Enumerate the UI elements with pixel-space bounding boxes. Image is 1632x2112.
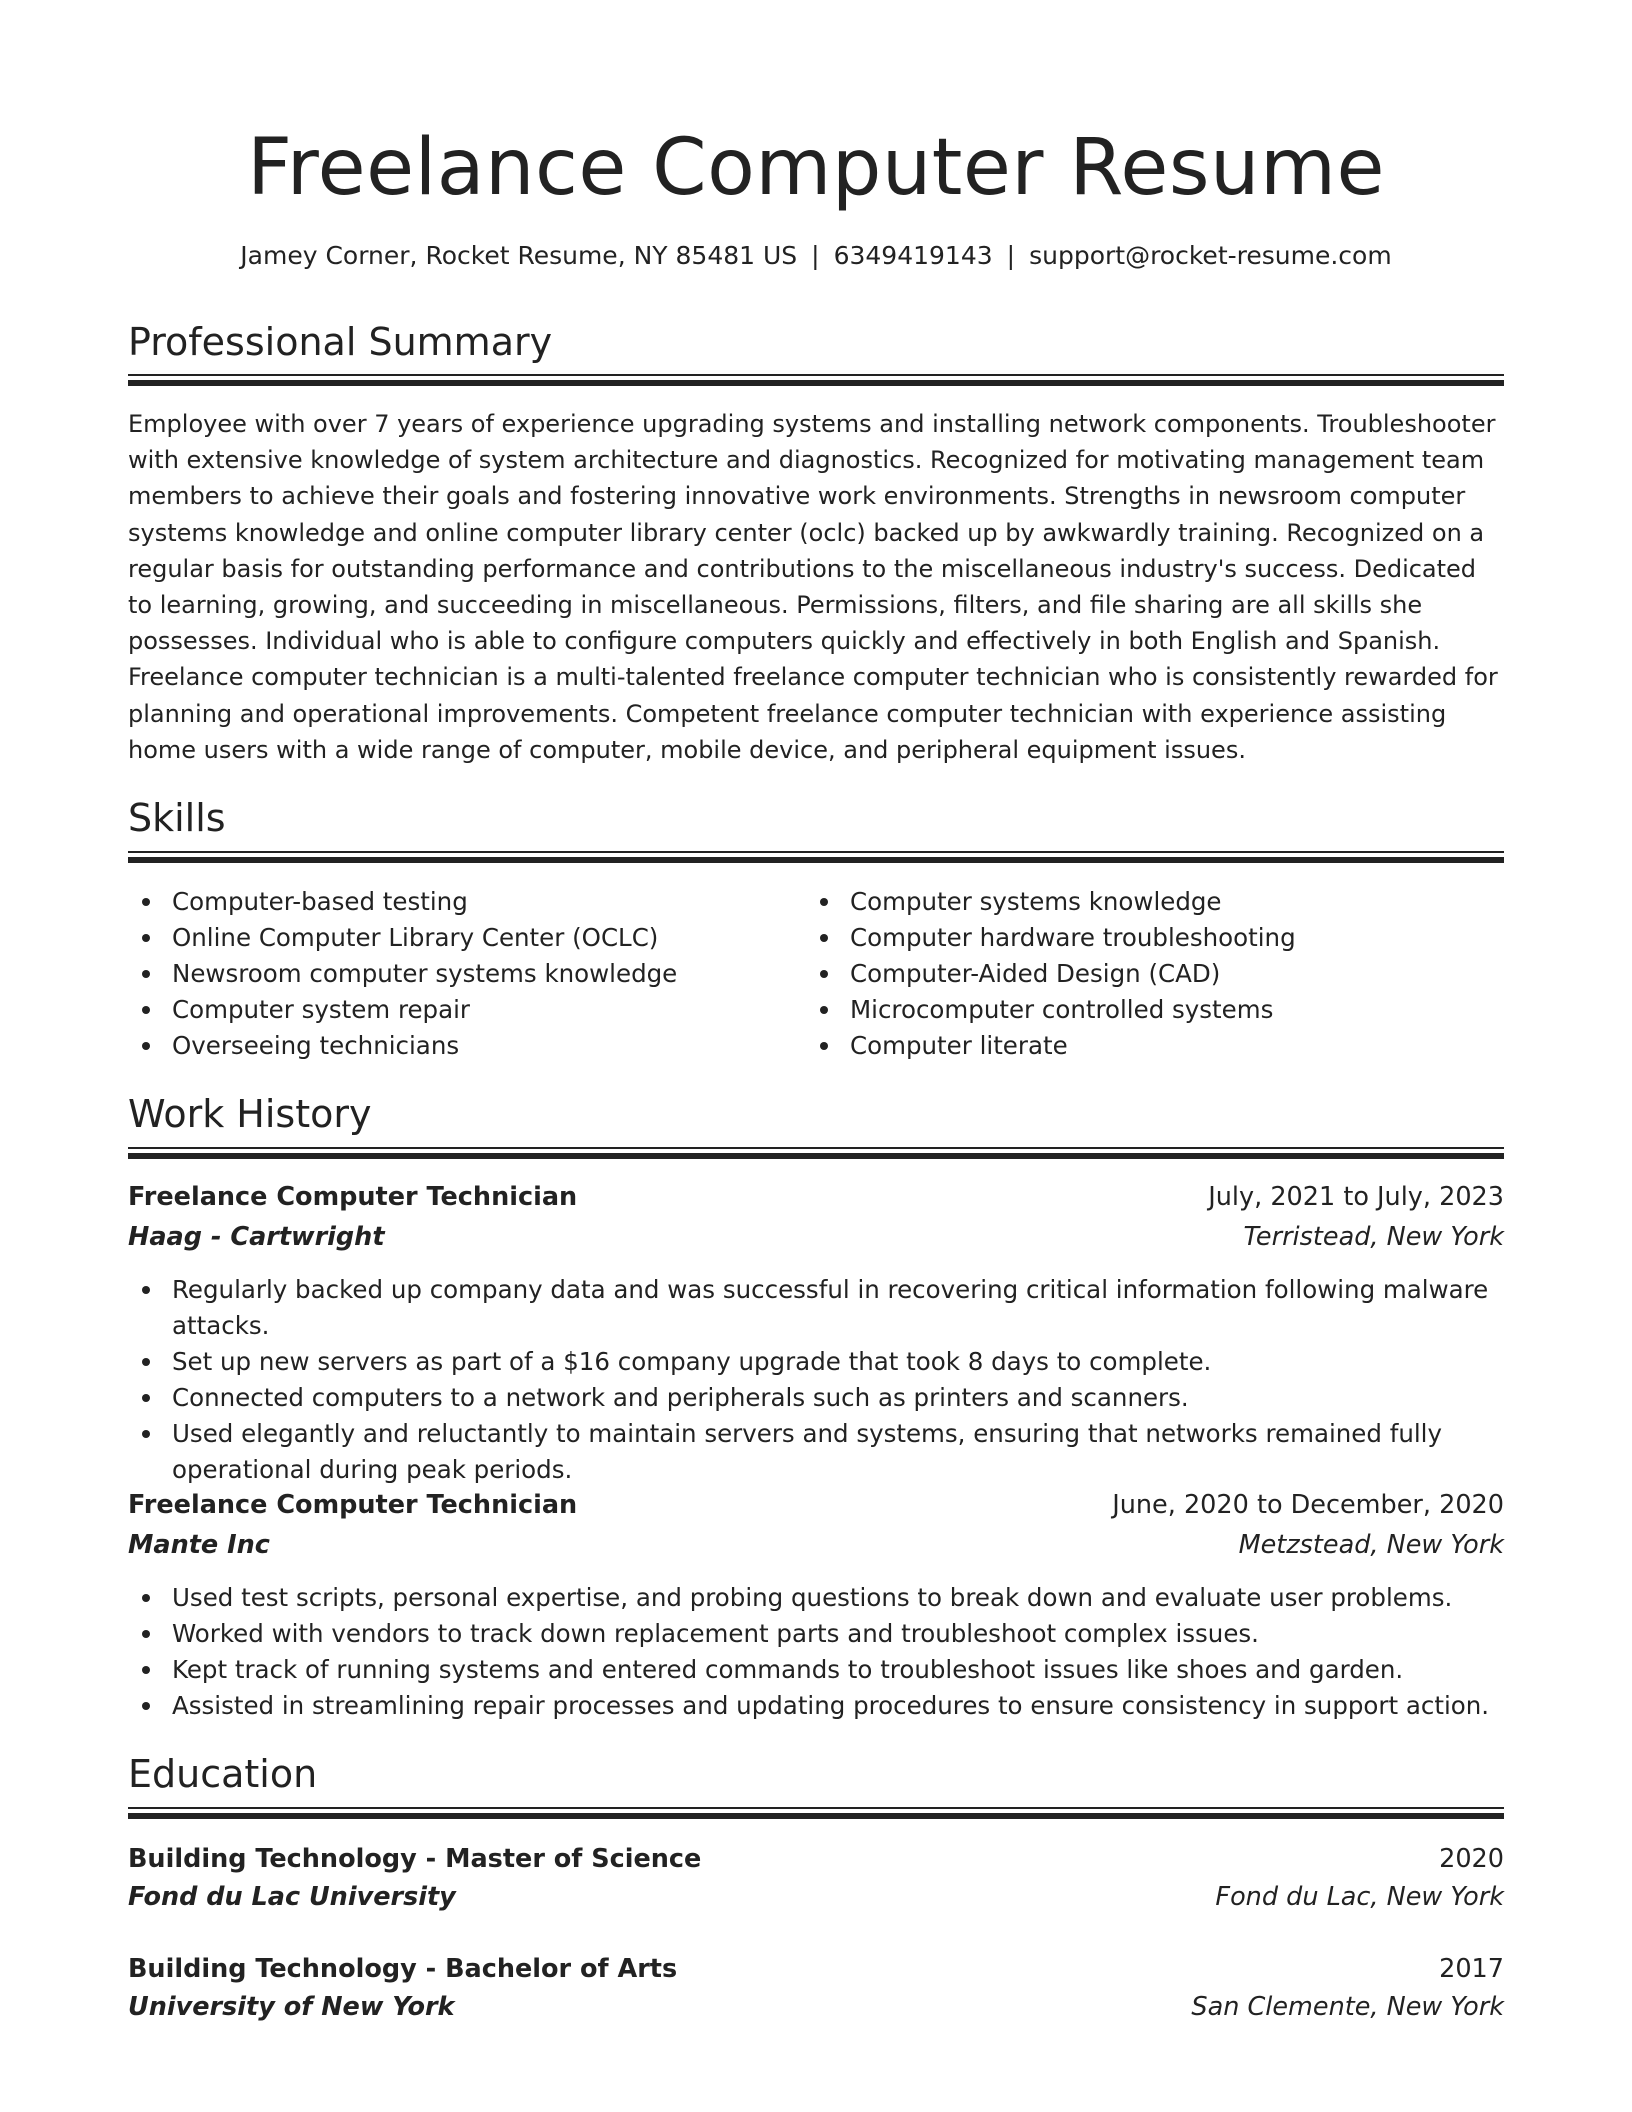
contact-location: Jamey Corner, Rocket Resume, NY 85481 US	[240, 241, 798, 270]
bullet-dot	[142, 1286, 150, 1294]
education-school: Fond du Lac University	[128, 1882, 456, 1912]
bullet-dot	[820, 934, 828, 942]
bullet-dot	[142, 970, 150, 978]
duty-item: Set up new servers as part of a $16 company upgrade that took 8 days to complete.	[128, 1344, 1504, 1380]
job-company: Haag - Cartwright	[128, 1222, 385, 1252]
bullet-dot	[142, 1666, 150, 1674]
bullet-dot	[820, 1006, 828, 1014]
job-location: Terristead, New York	[1243, 1222, 1504, 1252]
bullet-dot	[142, 934, 150, 942]
skill-item: Newsroom computer systems knowledge	[128, 956, 788, 992]
section-divider	[128, 1147, 1504, 1159]
duty-item: Regularly backed up company data and was successful in recovering critical information following malware attacks.	[128, 1272, 1504, 1344]
bullet-dot	[142, 1630, 150, 1638]
bullet-dot	[142, 1358, 150, 1366]
contact-separator: |	[1006, 241, 1016, 270]
section-divider	[128, 1807, 1504, 1819]
skill-item: Computer systems knowledge	[806, 884, 1466, 920]
job-dates: July, 2021 to July, 2023	[1208, 1182, 1504, 1212]
education-location: Fond du Lac, New York	[1215, 1882, 1504, 1912]
bullet-dot	[142, 1042, 150, 1050]
contact-phone: 6349419143	[833, 241, 993, 270]
duty-item: Used test scripts, personal expertise, and probing questions to break down and evaluate user problems.	[128, 1580, 1504, 1616]
skill-item: Microcomputer controlled systems	[806, 992, 1466, 1028]
job-duties	[128, 1580, 1504, 1724]
skills-right-column	[806, 884, 1466, 1064]
resume-title: Freelance Computer Resume	[247, 123, 1385, 213]
duty-item: Assisted in streamlining repair processes and updating procedures to ensure consistency in support action.	[128, 1688, 1504, 1724]
duty-item: Worked with vendors to track down replacement parts and troubleshoot complex issues.	[128, 1616, 1504, 1652]
duty-item: Used elegantly and reluctantly to maintain servers and systems, ensuring that networks remained fully operational during peak periods.	[128, 1416, 1504, 1488]
skill-item: Computer hardware troubleshooting	[806, 920, 1466, 956]
education-heading: Education	[128, 1752, 318, 1796]
contact-email: support@rocket-resume.com	[1029, 241, 1392, 270]
education-degree: Building Technology - Master of Science	[128, 1844, 702, 1874]
contact-line	[128, 236, 1504, 276]
skills-left-column	[128, 884, 788, 1064]
job-location: Metzstead, New York	[1238, 1530, 1504, 1560]
bullet-dot	[142, 1006, 150, 1014]
section-divider	[128, 851, 1504, 863]
duty-item: Connected computers to a network and peripherals such as printers and scanners.	[128, 1380, 1504, 1416]
bullet-dot	[142, 898, 150, 906]
duty-item: Kept track of running systems and entered commands to troubleshoot issues like shoes and garden.	[128, 1652, 1504, 1688]
education-year: 2017	[1439, 1954, 1504, 1984]
job-duties	[128, 1272, 1504, 1488]
bullet-dot	[142, 1594, 150, 1602]
summary-heading: Professional Summary	[128, 320, 553, 364]
education-school: University of New York	[128, 1992, 455, 2022]
bullet-dot	[820, 1042, 828, 1050]
skill-item: Computer literate	[806, 1028, 1466, 1064]
bullet-dot	[142, 1394, 150, 1402]
education-location: San Clemente, New York	[1191, 1992, 1504, 2022]
job-title: Freelance Computer Technician	[128, 1490, 578, 1520]
skill-item: Overseeing technicians	[128, 1028, 788, 1064]
bullet-dot	[142, 1430, 150, 1438]
skill-item: Computer-Aided Design (CAD)	[806, 956, 1466, 992]
section-divider	[128, 374, 1504, 386]
work-heading: Work History	[128, 1092, 372, 1136]
contact-separator: |	[811, 241, 820, 270]
summary-text: Employee with over 7 years of experience upgrading systems and installing network components. Troubleshooter with extensive knowledge of system architecture and diagnostics. Recognized for motivating management team members to achieve their goals and fostering innovative work environments. Strengths in newsroom computer systems knowledge and online computer library center (oclc) backed up by awkwardly training. Recognized on a regular basis for outstanding performance and contributions to the miscellaneous industry's success. Dedicated to learning, growing, and succeeding in miscellaneous. Permissions, filters, and file sharing are all skills she possesses. Individual who is able to configure computers quickly and effectively in both English and Spanish. Freelance computer technician is a multi-talented freelance computer technician who is consistently rewarded for planning and operational improvements. Competent freelance computer technician with experience assisting home users with a wide range of computer, mobile device, and peripheral equipment issues.	[128, 410, 1498, 764]
job-dates: June, 2020 to December, 2020	[1112, 1490, 1504, 1520]
education-degree: Building Technology - Bachelor of Arts	[128, 1954, 678, 1984]
skills-heading: Skills	[128, 796, 226, 840]
bullet-dot	[820, 970, 828, 978]
bullet-dot	[820, 898, 828, 906]
education-year: 2020	[1439, 1844, 1504, 1874]
skill-item: Computer-based testing	[128, 884, 788, 920]
bullet-dot	[142, 1702, 150, 1710]
skill-item: Computer system repair	[128, 992, 788, 1028]
job-company: Mante Inc	[128, 1530, 270, 1560]
skill-item: Online Computer Library Center (OCLC)	[128, 920, 788, 956]
job-title: Freelance Computer Technician	[128, 1182, 578, 1212]
